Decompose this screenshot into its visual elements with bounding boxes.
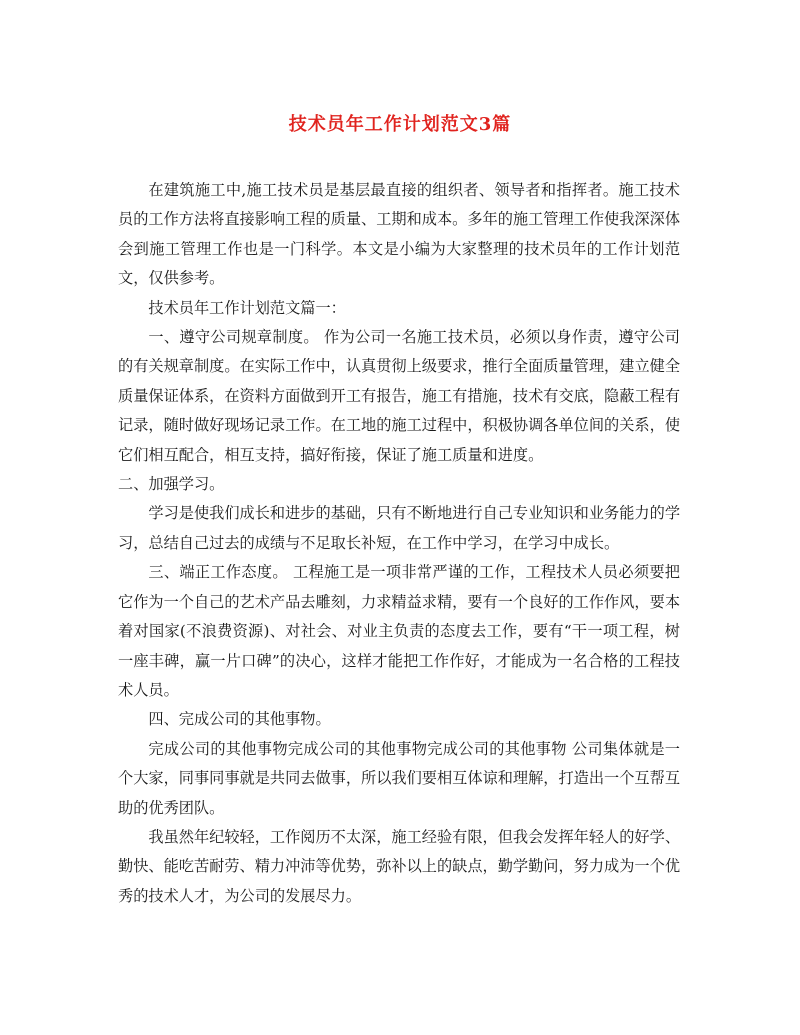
paragraph-other-tasks: 完成公司的其他事物完成公司的其他事物完成公司的其他事物 公司集体就是一个大家，同事同事就是共同去做事，所以我们要相互体谅和理解，打造出一个互帮互助的优秀团队。 <box>118 739 680 817</box>
document-body <box>118 176 680 911</box>
heading-strengthen-learning: 二、加强学习。 <box>118 475 225 494</box>
paragraph-follow-rules: 一、遵守公司规章制度。 作为公司一名施工技术员，必须以身作责，遵守公司的有关规章制度。在实际工作中，认真贯彻上级要求，推行全面质量管理，建立健全质量保证体系，在资料方面做到开工有报告，施工有措施，技术有交底，隐蔽工程有记录，随时做好现场记录工作。在工地的施工过程中，积极协调各单位间的关系，使它们相互配合，相互支持，搞好衔接，保证了施工质量和进度。 <box>118 328 680 464</box>
paragraph-closing: 我虽然年纪较轻，工作阅历不太深，施工经验有限，但我会发挥年轻人的好学、勤快、能吃苦耐劳、精力冲沛等优势，弥补以上的缺点，勤学勤问，努力成为一个优秀的技术人才，为公司的发展尽力。 <box>118 827 680 905</box>
paragraph-learning: 学习是使我们成长和进步的基础，只有不断地进行自己专业知识和业务能力的学习，总结自己过去的成绩与不足取长补短，在工作中学习，在学习中成长。 <box>118 504 680 552</box>
section-heading-part-one: 技术员年工作计划范文篇一： <box>148 298 346 317</box>
document-title: 技术员年工作计划范文3篇 <box>288 114 512 135</box>
intro-paragraph: 在建筑施工中,施工技术员是基层最直接的组织者、领导者和指挥者。施工技术员的工作方法将直接影响工程的质量、工期和成本。多年的施工管理工作使我深深体会到施工管理工作也是一门科学。本文是小编为大家整理的技术员年的工作计划范文，仅供参考。 <box>118 181 680 288</box>
paragraph-work-attitude: 三、端正工作态度。 工程施工是一项非常严谨的工作，工程技术人员必须要把它作为一个自己的艺术产品去雕刻，力求精益求精，要有一个良好的工作作风，要本着对国家(不浪费资源)、对社会、对业主负责的态度去工作，要有“干一项工程，树一座丰碑，赢一片口碑”的决心，这样才能把工作作好，才能成为一名合格的工程技术人员。 <box>118 563 680 699</box>
heading-other-tasks: 四、完成公司的其他事物。 <box>148 710 331 729</box>
